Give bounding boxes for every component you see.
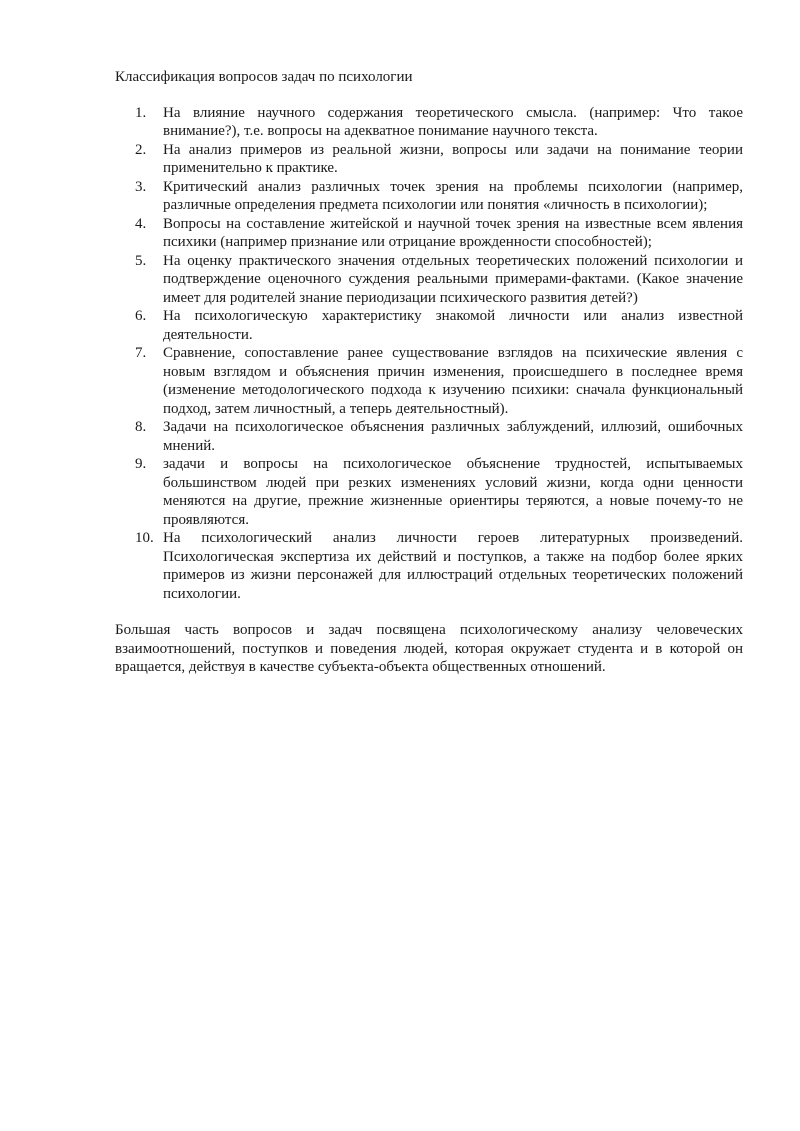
- list-item-number: 4.: [135, 215, 147, 232]
- list-item-text: Сравнение, сопоставление ранее существование взглядов на психические явления с новым взглядом и объяснения причин изменения, происшедшего в последнее время (изменение методологического подхода к изучению психики: сначала функциональный подход, затем личностный, а теперь деятельностный).: [163, 345, 743, 417]
- summary-paragraph: Большая часть вопросов и задач посвящена психологическому анализу человеческих взаимоотношений, поступков и поведения людей, которая окружает студента и в которой он вращается, действуя в качестве субъекта-объекта общественных отношений.: [115, 622, 743, 675]
- list-item-text: Критический анализ различных точек зрения на проблемы психологии (например, различные определения предмета психологии или понятия «личность в психологии);: [163, 178, 743, 213]
- list-item-text: На оценку практического значения отдельных теоретических положений психологии и подтверждение оценочного суждения реальными примерами-фактами. (Какое значение имеет для родителей знание периодизации психического развития детей?): [163, 252, 743, 306]
- list-item-text: На психологический анализ личности героев литературных произведений. Психологическая экспертиза их действий и поступков, а также на подбор более ярких примеров из жизни персонажей для иллюстраций отдельных теоретических положений психологии.: [163, 530, 743, 602]
- list-item: [115, 344, 743, 418]
- list-item: [115, 215, 743, 252]
- document-page: [115, 68, 743, 677]
- list-item-text: Задачи на психологическое объяснения различных заблуждений, иллюзий, ошибочных мнений.: [163, 419, 743, 454]
- list-item: [115, 141, 743, 178]
- list-item-text: задачи и вопросы на психологическое объяснение трудностей, испытываемых большинством людей при резких изменениях условий жизни, когда одни ценности меняются на другие, прежние жизненные ориентиры теряются, а новые почему-то не проявляются.: [163, 456, 743, 528]
- list-item: [115, 178, 743, 215]
- document-title: Классификация вопросов задач по психологии: [115, 69, 413, 85]
- list-item-number: 9.: [135, 456, 147, 472]
- list-item-number: 5.: [135, 252, 147, 269]
- list-item-number: 6.: [135, 308, 147, 324]
- list-item-number: 8.: [135, 419, 147, 435]
- list-item-text: На влияние научного содержания теоретического смысла. (например: Что такое внимание?), т.е. вопросы на адекватное понимание научного текста.: [163, 104, 743, 139]
- list-item: [115, 529, 743, 603]
- question-type-list: [115, 104, 743, 604]
- list-item: [115, 252, 743, 308]
- list-item-number: 10.: [135, 530, 154, 546]
- list-item-text: На анализ примеров из реальной жизни, вопросы или задачи на понимание теории применительно к практике.: [163, 141, 743, 176]
- list-item-number: 3.: [135, 178, 147, 195]
- list-item: [115, 307, 743, 344]
- list-item-number: 7.: [135, 345, 147, 361]
- list-item-number: 1.: [135, 104, 147, 121]
- list-item: [115, 455, 743, 529]
- list-item: [115, 418, 743, 455]
- list-item-number: 2.: [135, 141, 147, 158]
- list-item: [115, 104, 743, 141]
- list-item-text: На психологическую характеристику знакомой личности или анализ известной деятельности.: [163, 308, 743, 343]
- list-item-text: Вопросы на составление житейской и научной точек зрения на известные всем явления психики (например признание или отрицание врожденности способностей);: [163, 215, 743, 250]
